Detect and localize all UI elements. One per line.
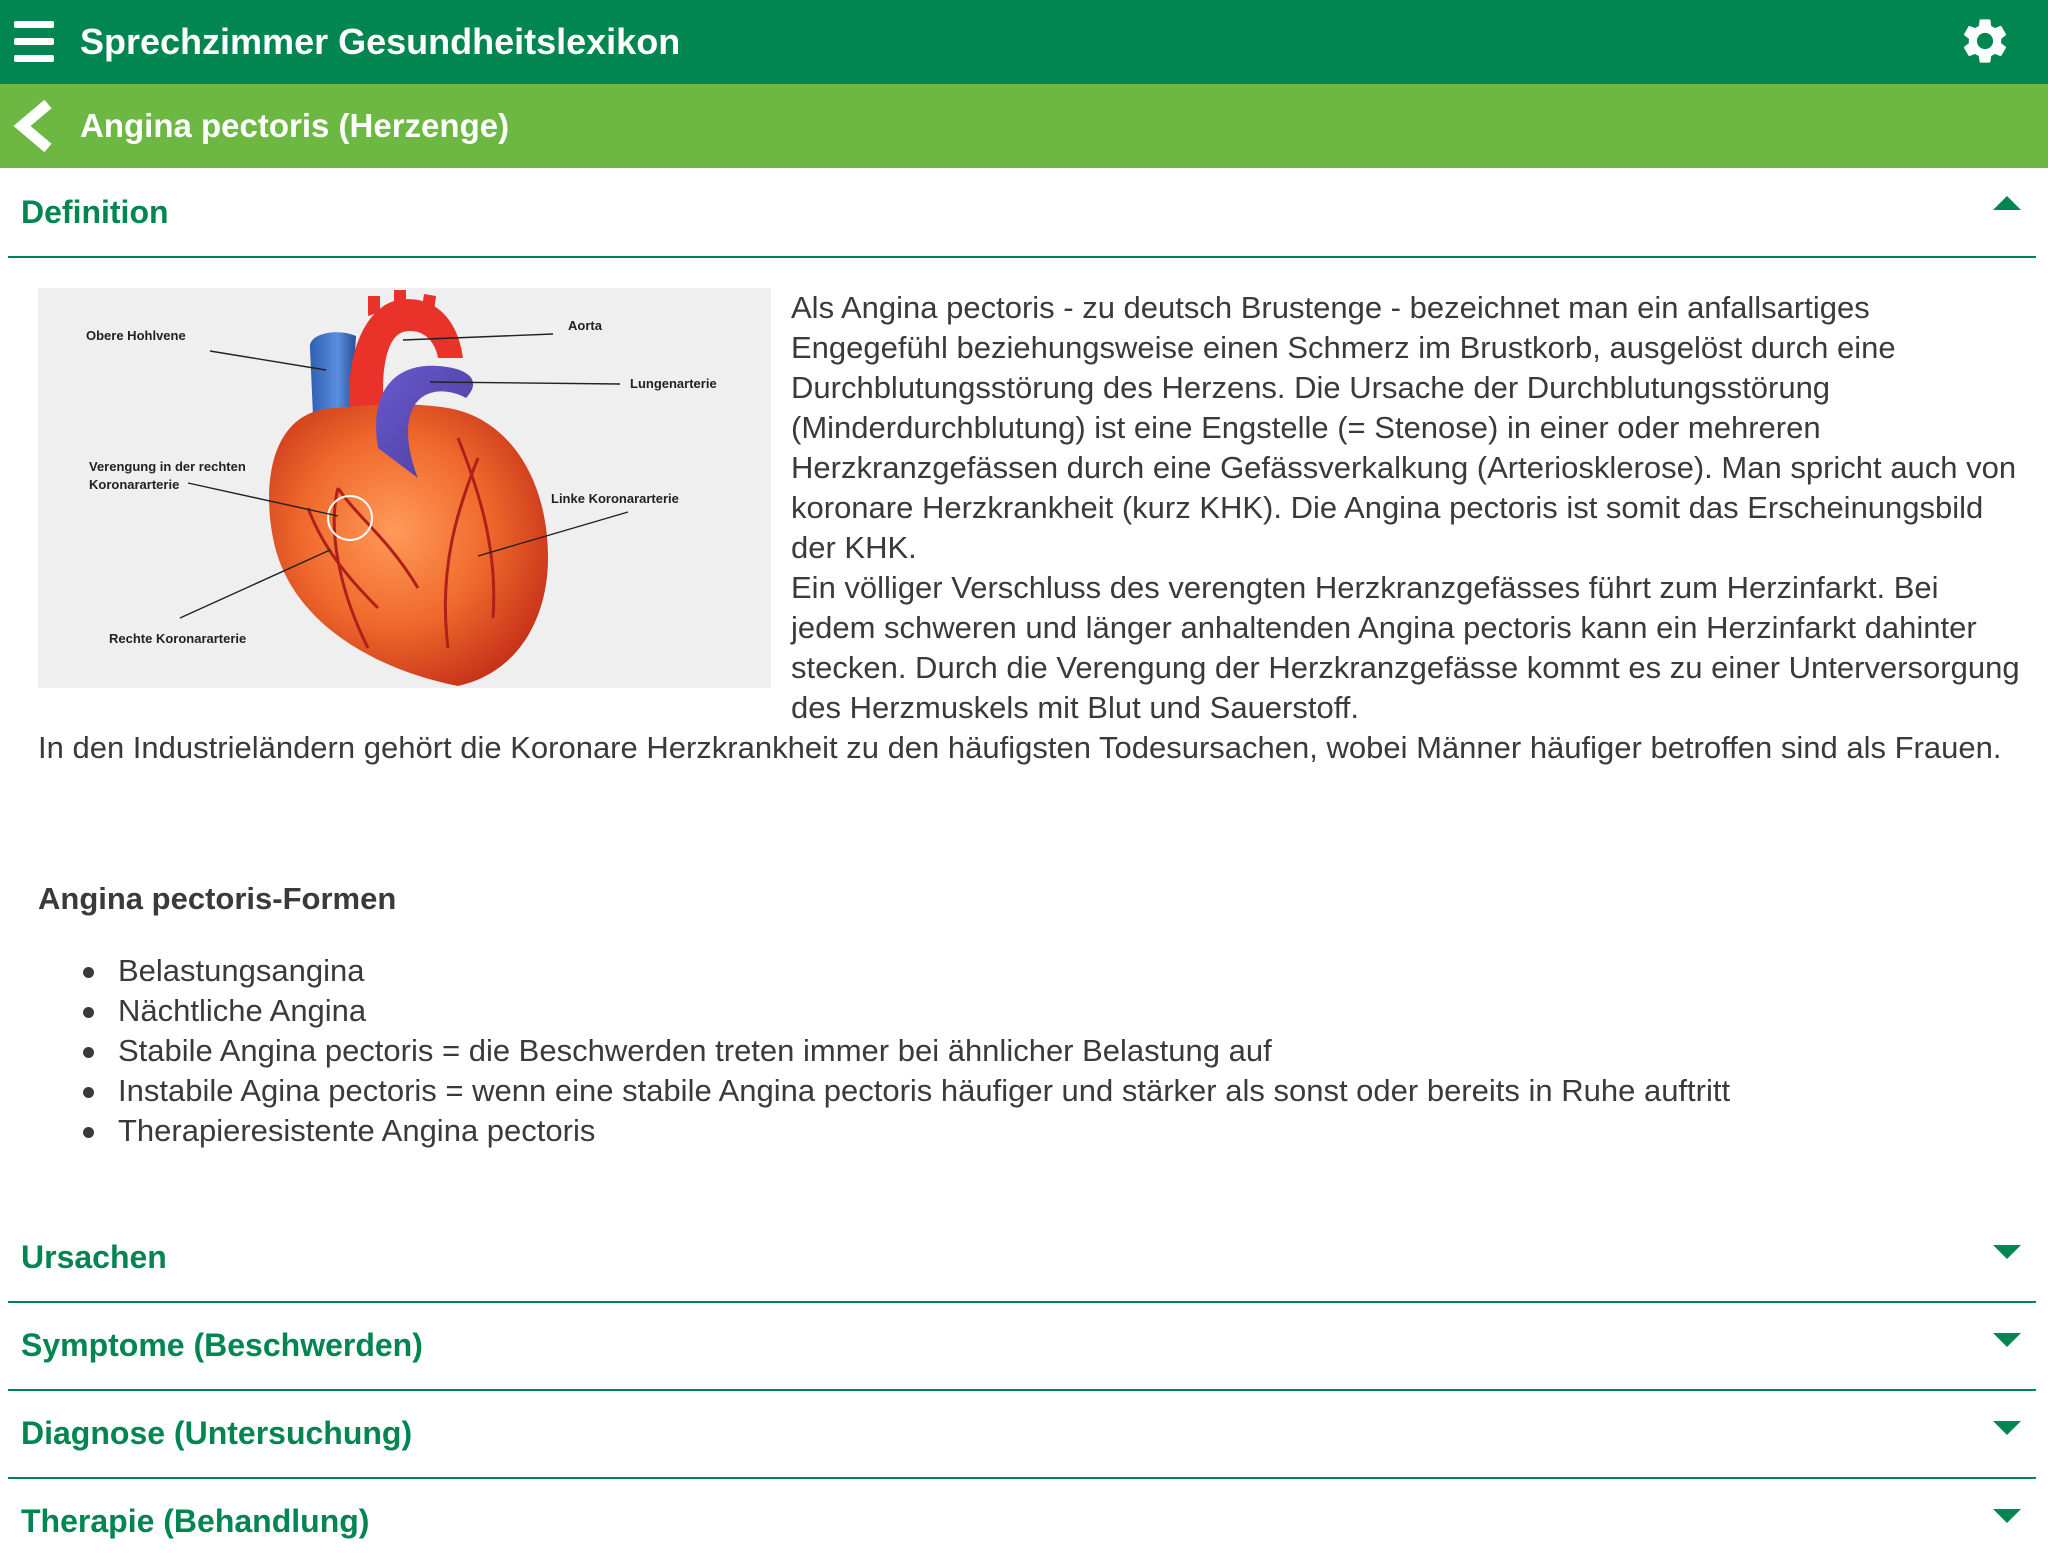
app-title: Sprechzimmer Gesundheitslexikon [80,21,681,62]
article-title: Angina pectoris (Herzenge) [80,107,510,144]
list-item: Instabile Agina pectoris = wenn eine stabile Angina pectoris häufiger und stärker als sonst oder bereits in Ruhe auftritt [38,1071,1730,1111]
list-item: Belastungsangina [38,951,1730,991]
chevron-down-icon [1990,1417,2024,1439]
gear-icon[interactable] [1958,14,2012,68]
list-item: Therapieresistente Angina pectoris [38,1111,1730,1151]
label-vena-cava: Obere Hohlvene [86,328,186,343]
section-label: Ursachen [21,1239,167,1275]
label-pulmonary-artery: Lungenarterie [630,376,717,391]
app-bar [0,0,2048,84]
section-header-symptome[interactable] [8,1301,2036,1391]
chevron-up-icon [1990,192,2024,214]
section-header-ursachen[interactable] [8,1213,2036,1303]
definition-paragraph-2: Ein völliger Verschluss des verengten Herzkranzgefässes führt zum Herzinfarkt. Bei jedem schweren und länger anhaltenden Angina pectoris kann ein Herzinfarkt dahinter stecken. Durch die Verengung der Herzkranzgefässe kommt es zu einer Unterversorgung des Herzmuskels mit Blut und Sauerstoff. [791,570,2020,725]
list-item: Stabile Angina pectoris = die Beschwerden treten immer bei ähnlicher Belastung auf [38,1031,1730,1071]
label-stenosis-line2: Koronararterie [89,477,180,492]
definition-paragraph-1: Als Angina pectoris - zu deutsch Brustenge - bezeichnet man ein anfallsartiges Engegefühl beziehungsweise einen Schmerz im Brustkorb, ausgelöst durch eine Durchblutungsstörung des Herzens. Die Ursache der Durchblutungsstörung (Minderdurchblutung) ist eine Engstelle (= Stenose) in einer oder mehreren Herzkranzgefässen durch eine Gefässverkalkung (Arteriosklerose). Man spricht auch von koronare Herzkrankheit (kurz KHK). Die Angina pectoris ist somit das Erscheinungsbild der KHK. [791,290,2017,565]
section-label: Diagnose (Untersuchung) [21,1415,413,1451]
section-header-therapie[interactable] [8,1477,2036,1565]
section-label: Definition [21,194,169,230]
label-right-coronary: Rechte Koronararterie [109,631,247,646]
section-header-diagnose[interactable] [8,1389,2036,1479]
chevron-down-icon [1990,1241,2024,1263]
chevron-down-icon [1990,1505,2024,1527]
forms-list [38,951,1730,1151]
label-left-coronary: Linke Koronararterie [551,491,679,506]
label-stenosis-line1: Verengung in der rechten [89,459,246,474]
label-aorta: Aorta [568,318,602,333]
definition-paragraph-block [791,288,2021,728]
definition-paragraph-3: In den Industrieländern gehört die Koronare Herzkrankheit zu den häufigsten Todesursachen, wobei Männer häufiger betroffen sind als Frauen. [38,730,2002,765]
section-header-definition[interactable] [8,168,2036,258]
forms-heading: Angina pectoris-Formen [38,881,397,916]
heart-illustration [38,288,771,688]
chevron-down-icon [1990,1329,2024,1351]
chevron-left-icon[interactable] [10,100,58,152]
section-label: Symptome (Beschwerden) [21,1327,423,1363]
list-item: Nächtliche Angina [38,991,1730,1031]
hamburger-menu-icon[interactable] [14,21,54,63]
section-label: Therapie (Behandlung) [21,1503,370,1539]
